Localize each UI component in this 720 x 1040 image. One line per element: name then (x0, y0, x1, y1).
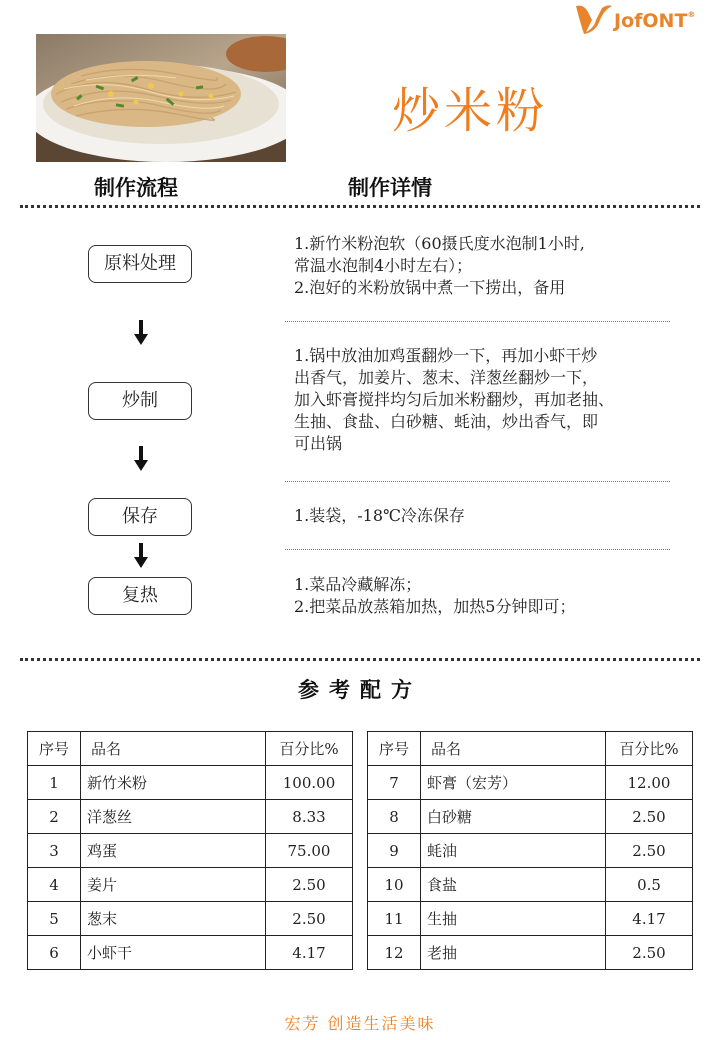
cell-no: 9 (368, 834, 421, 868)
step-detail-reheat (294, 574, 674, 618)
cell-pct: 0.5 (606, 868, 693, 902)
cell-name: 蚝油 (421, 834, 606, 868)
recipe-table-left (27, 731, 353, 970)
cell-no: 1 (28, 766, 81, 800)
table-header-row (368, 732, 693, 766)
cell-pct: 2.50 (266, 868, 353, 902)
step-detail-fry (294, 345, 674, 455)
cell-name: 白砂糖 (421, 800, 606, 834)
table-row (28, 902, 353, 936)
footer-slogan: 宏芳 创造生活美味 (284, 1014, 436, 1033)
detail-line: 1.新竹米粉泡软（60摄氏度水泡制1小时, (294, 234, 585, 253)
cell-name: 生抽 (421, 902, 606, 936)
arrow-down-icon (133, 446, 149, 472)
cell-pct: 2.50 (266, 902, 353, 936)
table-row (368, 766, 693, 800)
dish-title: 炒米粉 (391, 83, 548, 139)
detail-line: 可出锅 (294, 434, 343, 453)
cell-no: 6 (28, 936, 81, 970)
cell-pct: 8.33 (266, 800, 353, 834)
cell-name: 葱末 (81, 902, 266, 936)
section-divider (20, 658, 700, 661)
step-detail-store (294, 505, 674, 527)
step-detail-prep (294, 233, 674, 299)
arrow-down-icon (133, 543, 149, 569)
cell-pct: 2.50 (606, 800, 693, 834)
cell-pct: 100.00 (266, 766, 353, 800)
brand-logo-text: JofONT® (614, 10, 696, 32)
header-name: 品名 (421, 732, 606, 766)
header-pct: 百分比% (606, 732, 693, 766)
step-box-fry: 炒制 (88, 382, 192, 420)
detail-line: 1.菜品冷藏解冻； (294, 575, 422, 594)
table-row (28, 834, 353, 868)
cell-no: 10 (368, 868, 421, 902)
flow-section-title: 制作流程 (94, 176, 178, 200)
detail-divider (285, 481, 670, 482)
table-row (28, 936, 353, 970)
step-box-reheat: 复热 (88, 577, 192, 615)
detail-section-title: 制作详情 (348, 176, 432, 200)
detail-line: 生抽、食盐、白砂糖、蚝油，炒出香气，即 (294, 412, 599, 431)
table-row (28, 766, 353, 800)
cell-pct: 12.00 (606, 766, 693, 800)
cell-pct: 2.50 (606, 936, 693, 970)
table-row (368, 936, 693, 970)
step-box-prep: 原料处理 (88, 245, 192, 283)
detail-divider (285, 549, 670, 550)
cell-no: 5 (28, 902, 81, 936)
detail-line: 2.把菜品放蒸箱加热，加热5分钟即可； (294, 597, 576, 616)
cell-no: 11 (368, 902, 421, 936)
cell-no: 8 (368, 800, 421, 834)
arrow-down-icon (133, 320, 149, 346)
cell-pct: 2.50 (606, 834, 693, 868)
detail-line: 加入虾膏搅拌均匀后加米粉翻炒，再加老抽、 (294, 390, 615, 409)
header-no: 序号 (368, 732, 421, 766)
cell-name: 姜片 (81, 868, 266, 902)
header-pct: 百分比% (266, 732, 353, 766)
table-row (368, 902, 693, 936)
cell-name: 鸡蛋 (81, 834, 266, 868)
table-row (368, 868, 693, 902)
cell-name: 老抽 (421, 936, 606, 970)
cell-pct: 75.00 (266, 834, 353, 868)
table-row (368, 800, 693, 834)
detail-line: 2.泡好的米粉放锅中煮一下捞出，备用 (294, 278, 566, 297)
table-row (28, 800, 353, 834)
table-row (368, 834, 693, 868)
table-row (28, 868, 353, 902)
cell-name: 虾膏（宏芳） (421, 766, 606, 800)
detail-line: 出香气，加姜片、葱末、洋葱丝翻炒一下， (294, 368, 599, 387)
recipe-table-right (367, 731, 693, 970)
cell-no: 3 (28, 834, 81, 868)
detail-line: 1.锅中放油加鸡蛋翻炒一下，再加小虾干炒 (294, 346, 598, 365)
cell-no: 12 (368, 936, 421, 970)
header-name: 品名 (81, 732, 266, 766)
cell-no: 7 (368, 766, 421, 800)
header-no: 序号 (28, 732, 81, 766)
cell-name: 新竹米粉 (81, 766, 266, 800)
cell-name: 食盐 (421, 868, 606, 902)
dish-photo (36, 34, 286, 162)
detail-divider (285, 321, 670, 322)
table-header-row (28, 732, 353, 766)
cell-no: 2 (28, 800, 81, 834)
cell-pct: 4.17 (266, 936, 353, 970)
cell-no: 4 (28, 868, 81, 902)
cell-pct: 4.17 (606, 902, 693, 936)
recipe-title: 参考配方 (298, 678, 422, 702)
brand-logo-icon (574, 2, 614, 36)
cell-name: 小虾干 (81, 936, 266, 970)
detail-line: 常温水泡制4小时左右）； (294, 256, 473, 275)
step-box-store: 保存 (88, 498, 192, 536)
section-divider (20, 205, 700, 208)
cell-name: 洋葱丝 (81, 800, 266, 834)
detail-line: 1.装袋，-18℃冷冻保存 (294, 506, 465, 525)
